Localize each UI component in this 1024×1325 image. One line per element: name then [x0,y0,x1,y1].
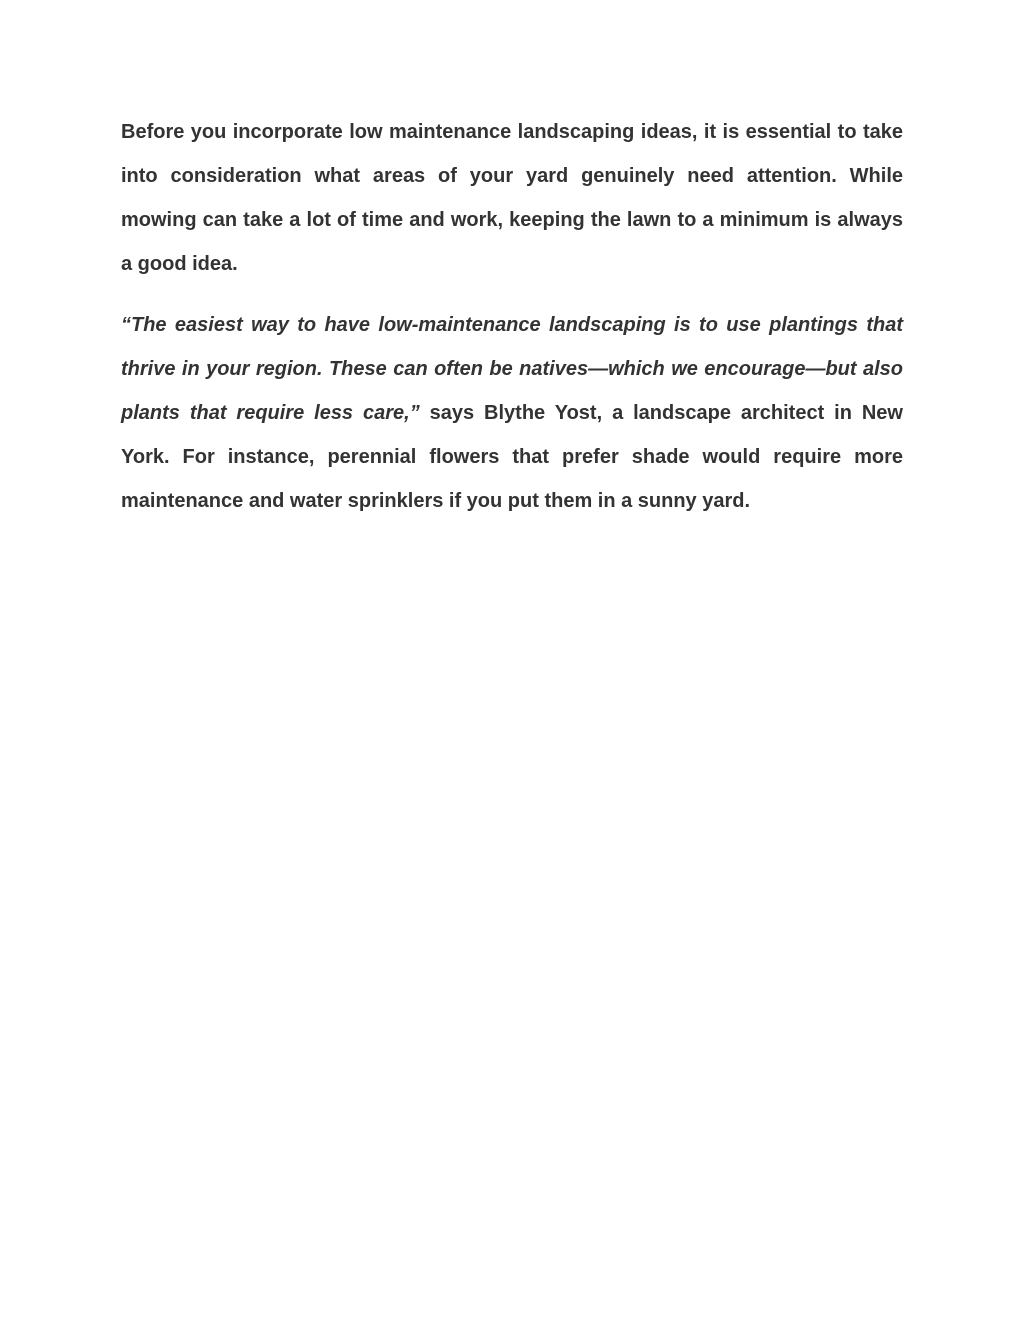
paragraph-intro [121,110,903,286]
document-page [121,110,903,540]
paragraph-text: says Blythe Yost, a landscape architect in New York. For instance, perennial flowers that prefer shade would require more maintenance and water sprinklers if you put them in a sunny yard. [121,402,903,512]
paragraph-text: Before you incorporate low maintenance landscaping ideas, it is essential to take into consideration what areas of your yard genuinely need attention. While mowing can take a lot of time and work, keeping the lawn to a minimum is always a good idea. [121,121,903,275]
paragraph-quote [121,303,903,523]
quote-text: “The easiest way to have low-maintenance landscaping is to use plantings that thrive in your region. These can often be natives—which we encourage—but also plants that require less care,” [121,314,903,424]
